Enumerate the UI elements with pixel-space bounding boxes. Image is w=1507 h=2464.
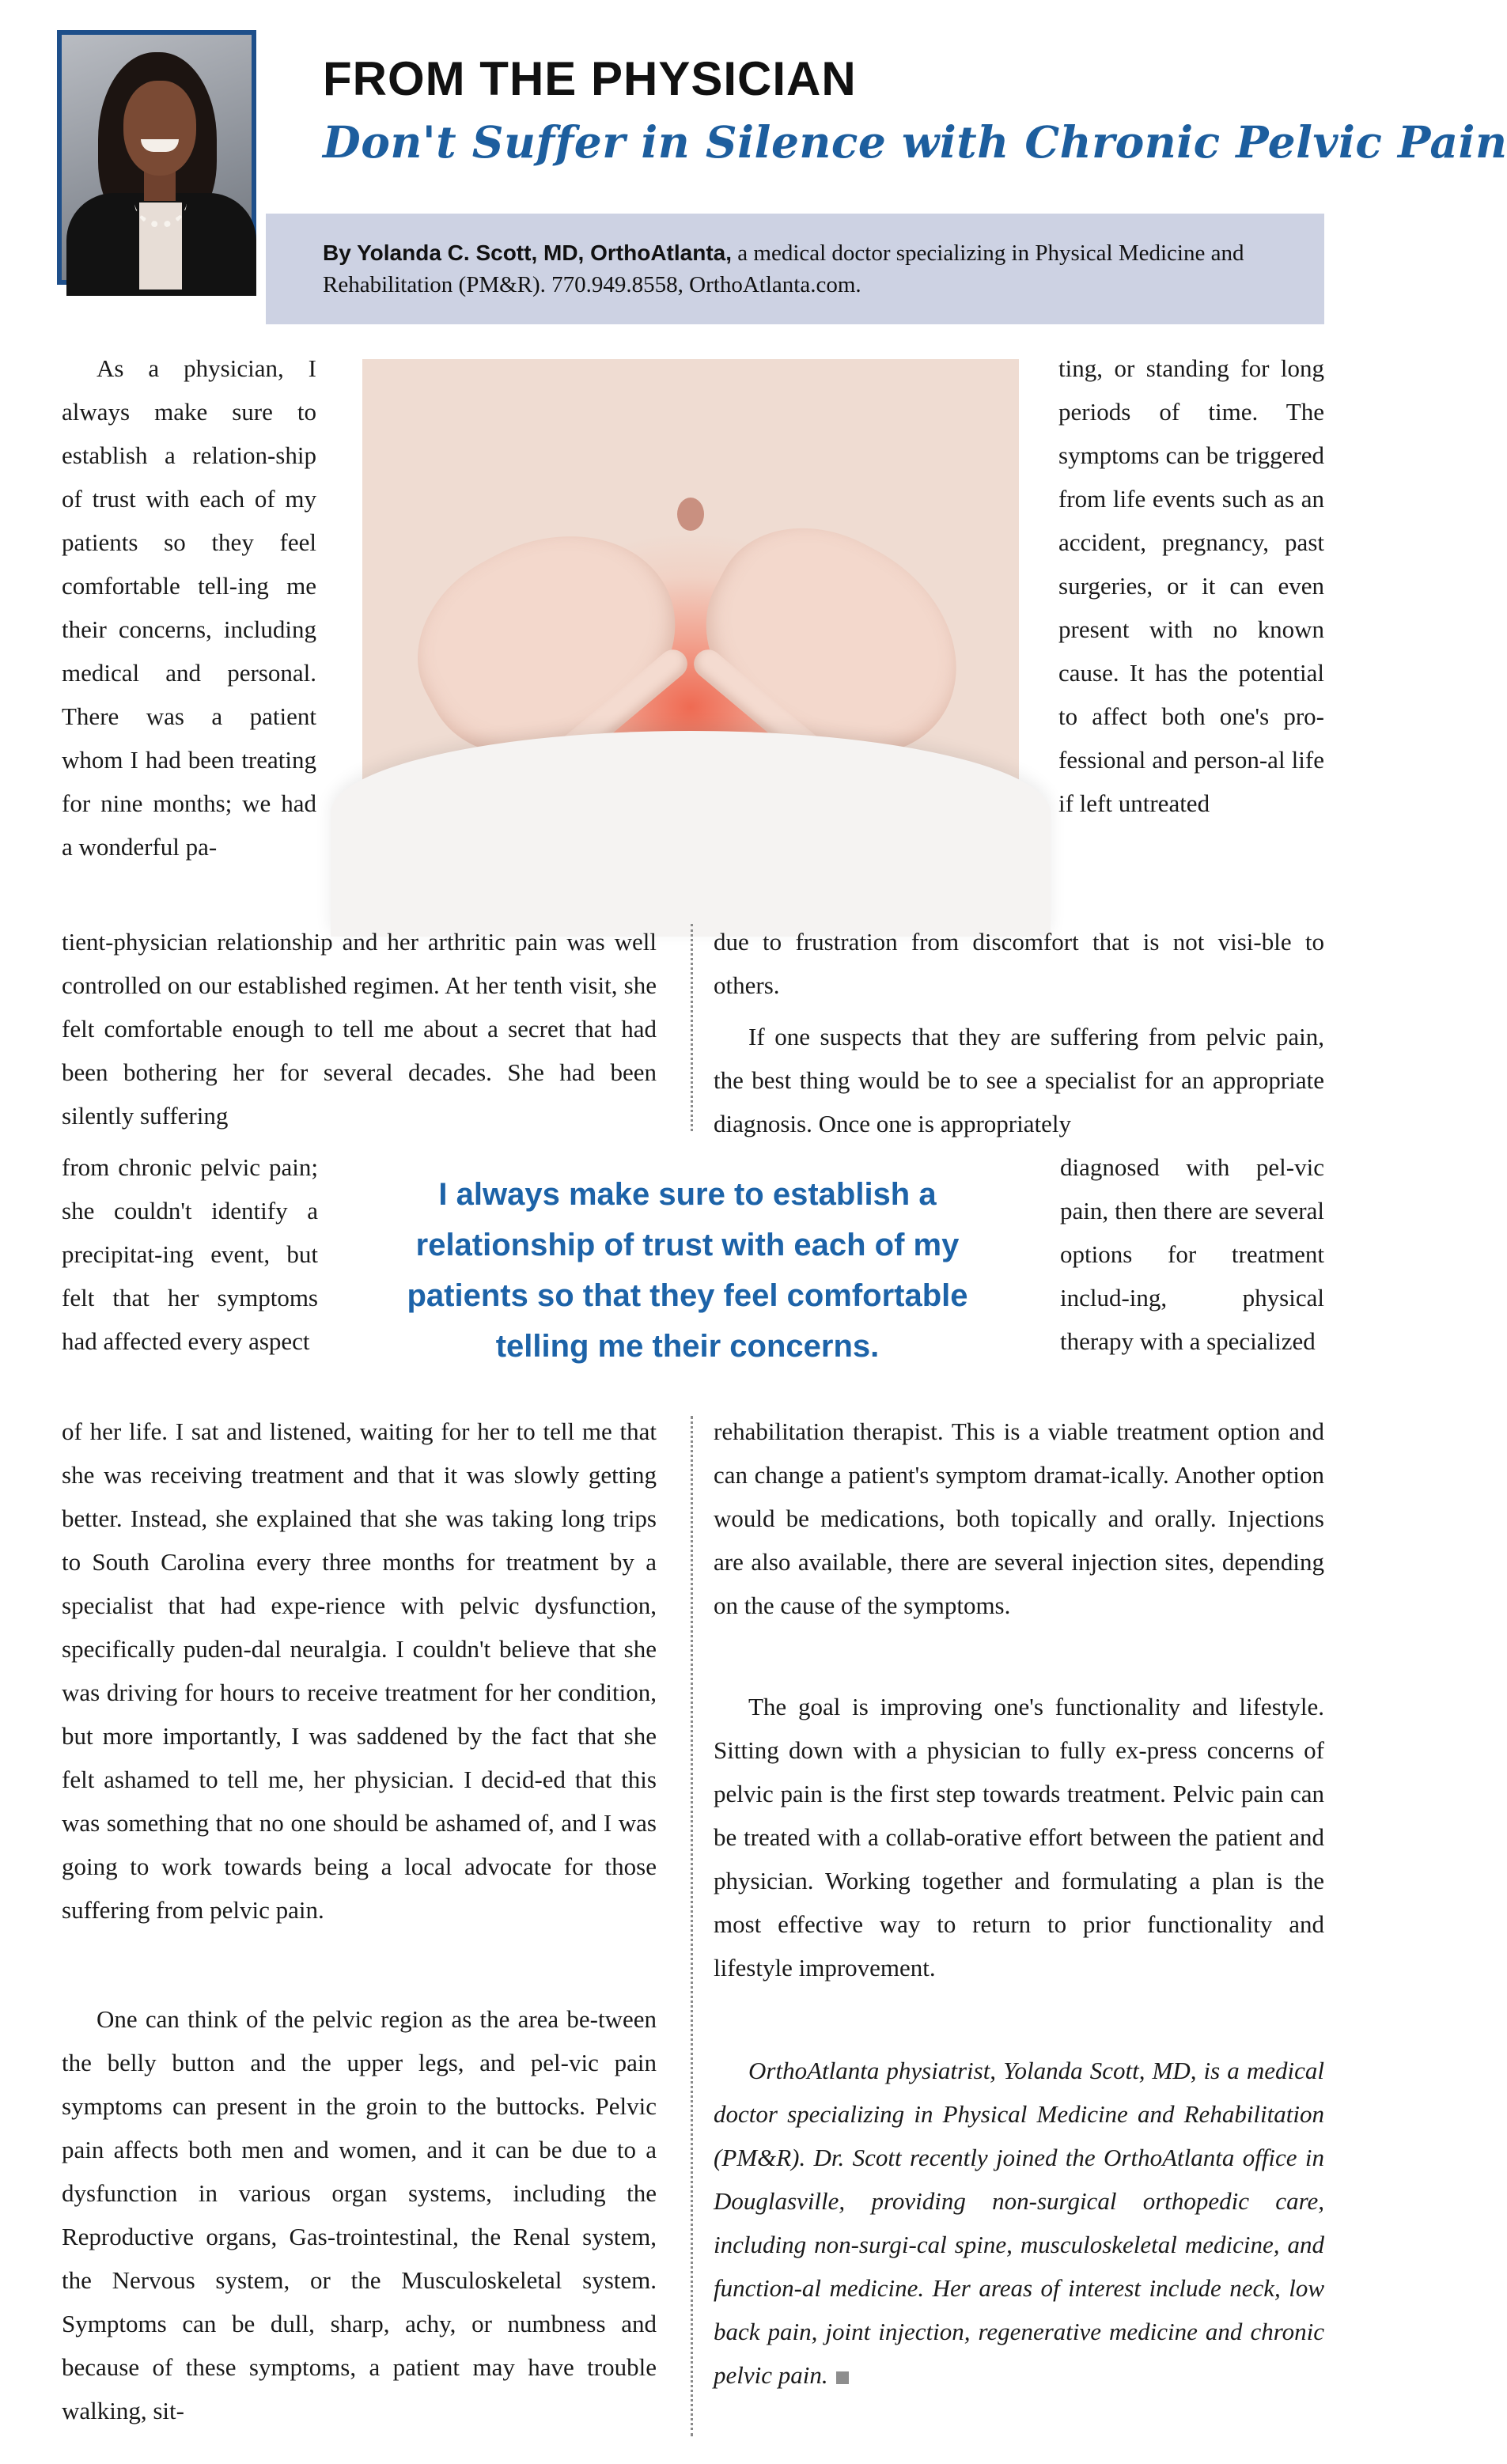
pull-quote: I always make sure to establish a relationship of trust with each of my patients so that they feel comfortable telling me their concerns. <box>407 1177 968 1364</box>
paragraph-2-end: due to frustration from discomfort that is not visi-ble to others. <box>714 928 1324 999</box>
white-underwear <box>331 731 1051 937</box>
article-headline: Don't Suffer in Silence with Chronic Pelvic Pain <box>323 116 1507 168</box>
column-divider-top <box>691 924 693 1131</box>
end-mark-icon <box>836 2371 849 2384</box>
author-bio: OrthoAtlanta physiatrist, Yolanda Scott, MD, is a medical doctor specializing in Physical Medicine and Rehabilitation (PM&R). Dr. Scott recently joined the OrthoAtlanta office in Douglasville, providing non-surgical orthopedic care, including non-surgi-cal spine, musculoskeletal medicine, and function-al medicine. Her areas of interest include neck, low back pain, joint injection, regenerative medicine and chronic pelvic pain. <box>714 2057 1324 2389</box>
paragraph-1-full: tient-physician relationship and her arthritic pain was well controlled on our established regimen. At her tenth visit, she felt comfortable enough to tell me about a secret that had been bothering her for several decades. She had been silently suffering <box>62 928 657 1130</box>
photo-face <box>123 81 196 176</box>
byline-author: By Yolanda C. Scott, MD, OrthoAtlanta, <box>323 240 733 265</box>
navel <box>677 498 704 531</box>
paragraph-2-right: ting, or standing for long periods of time. The symptoms can be triggered from life events such as an accident, pregnancy, past surgeries, or it can even present with no known cause. It has the potential to affect both one's pro-fessional and person-al life if left untreated <box>1058 354 1324 817</box>
byline-bar <box>266 214 1324 324</box>
byline-description: a medical doctor specializing in Physical Medicine and Rehabilitation (PM&R). 770.949.8558, OrthoAtlanta.com. <box>323 240 1244 297</box>
paragraph-1-left-2: from chronic pelvic pain; she couldn't identify a precipitat-ing event, but felt that her symptoms had affected every aspect <box>62 1153 318 1355</box>
paragraph-4: The goal is improving one's functionality and lifestyle. Sitting down with a physician to fully ex-press concerns of pelvic pain is the first step towards treatment. Pelvic pain can be treated with a collab-orative effort between the patient and physician. Working together and formulating a plan is the most effective way to return to prior functionality and lifestyle improvement. <box>714 1693 1324 1981</box>
paragraph-1-rest: of her life. I sat and listened, waiting for her to tell me that she was receiving treatment and that it was slowly getting better. Instead, she explained that she was taking long trips to South Carolina every three months for treatment by a specialist that had expe-rience with pelvic dysfunction, specifically puden-dal neuralgia. I couldn't believe that she was driving for hours to receive treatment for her condition, but more importantly, I was saddened by the fact that she felt ashamed to tell me, her physician. I decid-ed that this was something that no one should be ashamed of, and I was going to work towards being a local advocate for those suffering from pelvic pain. <box>62 1417 657 1924</box>
column-divider-bottom <box>691 1416 693 2436</box>
paragraph-3-right: diagnosed with pel-vic pain, then there are several options for treatment includ-ing, physical therapy with a specialized <box>1060 1153 1324 1355</box>
paragraph-1-left: As a physician, I always make sure to establish a relation-ship of trust with each of my patients so they feel comfortable tell-ing me their concerns, including medical and personal. There was a patient whom I had been treating for nine months; we had a wonderful pa- <box>62 354 316 861</box>
paragraph-3-end: rehabilitation therapist. This is a viable treatment option and can change a patient's symptom dramat-ically. Another option would be medications, both topically and orally. Injections are also available, there are several injection sites, depending on the cause of the symptoms. <box>714 1417 1324 1619</box>
abdomen-photo <box>362 359 1019 884</box>
section-title: FROM THE PHYSICIAN <box>323 52 857 105</box>
paragraph-3: If one suspects that they are suffering from pelvic pain, the best thing would be to see a specialist for an appropriate diagnosis. Once one is appropriately <box>714 1023 1324 1137</box>
paragraph-2: One can think of the pelvic region as the area be-tween the belly button and the upper legs, and pel-vic pain symptoms can present in the groin to the buttocks. Pelvic pain affects both men and women, and it can be due to a dysfunction in various organ systems, including the Reproductive organs, Gas-trointestinal, the Renal system, the Nervous system, or the Musculoskeletal system. Symptoms can be dull, sharp, achy, or numbness and because of these symptoms, a patient may have trouble walking, sit- <box>62 2005 657 2424</box>
author-photo <box>57 30 256 285</box>
author-bio-paragraph <box>714 2049 1324 2397</box>
